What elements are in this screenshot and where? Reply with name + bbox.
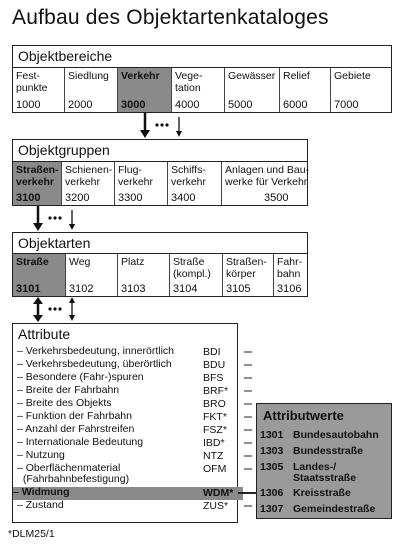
objektarten-cell-label: Platz <box>121 256 145 268</box>
objektgruppen-cell <box>62 162 115 205</box>
arrows-gruppen-to-arten <box>28 206 88 232</box>
objektarten-cell-code: 3101 <box>16 283 41 295</box>
objektbereiche-cell-label: Gebiete <box>334 70 371 82</box>
attribute-label: – Oberflächenmaterial (Fahrbahnbefestigung) <box>17 462 130 485</box>
objektarten-cell-code: 3105 <box>226 283 251 295</box>
attribute-label: – Breite der Fahrbahn <box>17 384 120 396</box>
attribute-row <box>17 500 233 513</box>
attribute-abbr: ZUS* <box>203 500 229 512</box>
attributwert-code: 1305 <box>260 461 284 473</box>
objektarten-cell <box>13 254 66 296</box>
objektarten-cell-label: Straße (kompl.) <box>173 256 211 280</box>
attribute-row <box>17 463 233 487</box>
attribute-abbr: OFM <box>203 463 227 475</box>
objektgruppen-cell-label: Flug- verkehr <box>118 164 154 188</box>
attributwert-code: 1306 <box>260 487 284 499</box>
attribute-label: – Verkehrsbedeutung, überörtlich <box>17 358 172 370</box>
attribute-abbr: WDM* <box>203 487 234 499</box>
arrows-bereiche-to-gruppen <box>135 113 195 139</box>
objektarten-cell <box>274 254 306 296</box>
attribute-box <box>12 323 238 523</box>
objektgruppen-header: Objektgruppen <box>18 142 110 158</box>
attributwert-code: 1307 <box>260 503 284 515</box>
attributwert-name: Kreisstraße <box>293 487 351 499</box>
arrows-arten-to-attribute <box>28 297 88 323</box>
objektbereiche-cell <box>280 68 331 112</box>
objektgruppen-cell-label: Schienen- verkehr <box>65 164 113 188</box>
objektbereiche-cell <box>118 68 172 112</box>
objektarten-cell <box>170 254 223 296</box>
objektarten-box <box>12 232 308 297</box>
objektbereiche-cell <box>225 68 280 112</box>
objektgruppen-cell <box>168 162 222 205</box>
attribute-label: – Breite des Objekts <box>17 397 112 409</box>
attribute-label: – Besondere (Fahr-)spuren <box>17 371 144 383</box>
objektbereiche-cell-label: Vege- tation <box>175 70 203 94</box>
objektgruppen-cell <box>115 162 168 205</box>
attribute-abbr: IBD* <box>203 437 225 449</box>
attributwert-name: Landes-/ Staatsstraße <box>293 461 357 484</box>
attribute-abbr: FSZ* <box>203 424 227 436</box>
objektbereiche-cell <box>331 68 390 112</box>
attributwert-code: 1301 <box>260 429 284 441</box>
objektbereiche-cell-label: Verkehr <box>121 70 160 82</box>
objektgruppen-cell-code: 3100 <box>16 192 41 204</box>
objektgruppen-cell-code: 3500 <box>264 192 289 204</box>
attributwerte-header: Attributwerte <box>263 408 344 423</box>
attribute-abbr: BDU <box>203 359 226 371</box>
objektgruppen-cell <box>13 162 62 205</box>
attributwert-code: 1303 <box>260 445 284 457</box>
objektbereiche-cell <box>13 68 65 112</box>
objektbereiche-cell-code: 5000 <box>228 99 253 111</box>
objektarten-cell-code: 3102 <box>69 283 94 295</box>
objektbereiche-cell-code: 3000 <box>121 99 146 111</box>
objektgruppen-cell-label: Straßen- verkehr <box>16 164 59 188</box>
objektbereiche-cell-label: Siedlung <box>68 70 109 82</box>
objektgruppen-cell-code: 3300 <box>118 192 143 204</box>
attributwert-name: Gemeindestraße <box>293 503 376 515</box>
objektarten-cell <box>223 254 274 296</box>
attributwert-name: Bundesautobahn <box>293 429 379 441</box>
attribute-header: Attribute <box>18 326 71 342</box>
attribute-label: – Nutzung <box>17 449 65 461</box>
objektbereiche-cell <box>65 68 118 112</box>
objektarten-cell <box>66 254 118 296</box>
attribute-abbr: FKT* <box>203 411 227 423</box>
objektbereiche-cell-code: 2000 <box>68 99 93 111</box>
attribute-abbr: BFS <box>203 372 224 384</box>
objektarten-cell-label: Fahr- bahn <box>277 256 303 280</box>
objektbereiche-box <box>12 45 392 113</box>
attribute-abbr: BDI <box>203 346 221 358</box>
objektarten-cell-code: 3106 <box>277 283 302 295</box>
objektbereiche-header: Objektbereiche <box>18 48 113 64</box>
objektarten-header: Objektarten <box>18 235 91 251</box>
objektgruppen-cell-code: 3200 <box>65 192 90 204</box>
objektbereiche-cell-label: Fest- punkte <box>16 70 48 94</box>
attribute-label: – Funktion der Fahrbahn <box>17 410 132 422</box>
attribute-label: – Zustand <box>17 499 64 511</box>
objektarten-cell-label: Straße <box>16 256 49 268</box>
objektbereiche-cell-label: Relief <box>283 70 310 82</box>
attribute-abbr: NTZ <box>203 450 224 462</box>
objektarten-cell <box>118 254 170 296</box>
footnote: *DLM25/1 <box>8 528 55 540</box>
objektgruppen-cell-code: 3400 <box>171 192 196 204</box>
objektgruppen-cell-label: Schiffs- verkehr <box>171 164 207 188</box>
attribute-abbr: BRF* <box>203 385 229 397</box>
objektgruppen-cell-label: Anlagen und Bau- werke für Verkehr <box>225 164 310 188</box>
objektbereiche-cell <box>172 68 225 112</box>
objektbereiche-cell-code: 4000 <box>175 99 200 111</box>
objektbereiche-cell-code: 6000 <box>283 99 308 111</box>
attributwerte-box <box>256 403 392 519</box>
diagram-title: Aufbau des Objektartenkataloges <box>12 6 329 29</box>
attribute-label: – Internationale Bedeutung <box>17 436 144 448</box>
objektarten-cell-label: Weg <box>69 256 91 268</box>
attribute-label: – Verkehrsbedeutung, innerörtlich <box>17 345 175 357</box>
objektarten-cell-code: 3103 <box>121 283 146 295</box>
objektarten-cell-label: Straßen- körper <box>226 256 267 280</box>
attribute-abbr: BRO <box>203 398 226 410</box>
objektbereiche-cell-code: 7000 <box>334 99 359 111</box>
attributwert-name: Bundesstraße <box>293 445 364 457</box>
attribute-label: – Widmung <box>13 486 70 498</box>
objektbereiche-cell-label: Gewässer <box>228 70 276 82</box>
objektbereiche-cell-code: 1000 <box>16 99 41 111</box>
objektgruppen-cell <box>222 162 310 205</box>
attribute-label: – Anzahl der Fahrstreifen <box>17 423 135 435</box>
objektarten-cell-code: 3104 <box>173 283 198 295</box>
objektgruppen-box <box>12 139 308 206</box>
